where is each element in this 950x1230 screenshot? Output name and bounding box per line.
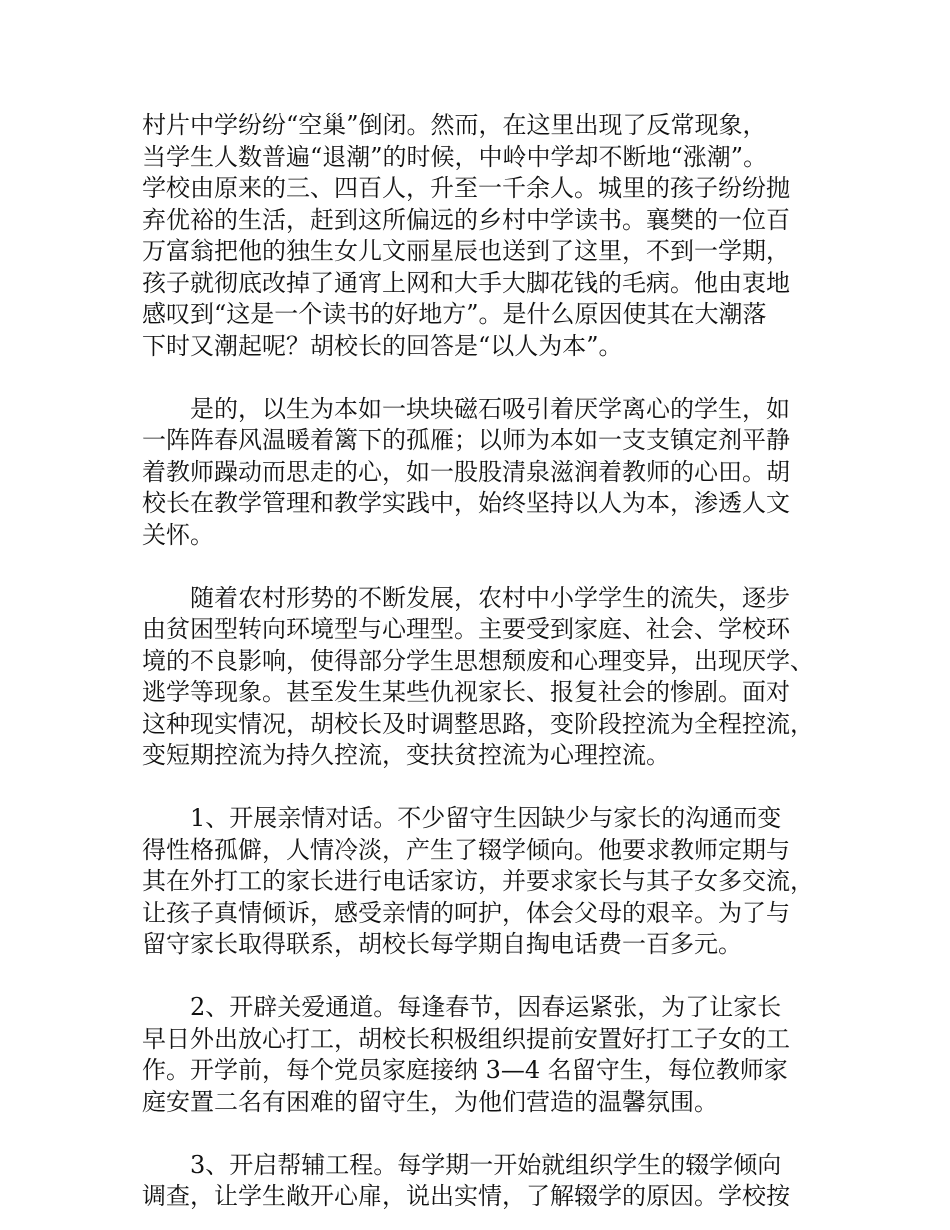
- text-line: 当学生人数普遍“退潮”的时候，中岭中学却不断地“涨潮”。: [142, 142, 768, 171]
- text-line: 感叹到“这是一个读书的好地方”。是什么原因使其在大潮落: [142, 300, 767, 328]
- text-line: 孩子就彻底改掉了通宵上网和大手大脚花钱的毛病。他由衷地: [142, 268, 790, 297]
- text-line: 关怀。: [142, 520, 214, 549]
- text-line: 作。开学前，每个党员家庭接纳 3—4 名留守生，每位教师家: [142, 1056, 788, 1084]
- text-line: 逃学等现象。甚至发生某些仇视家长、报复社会的惨剧。面对: [142, 678, 790, 706]
- text-line: 3、开启帮辅工程。每学期一开始就组织学生的辍学倾向: [190, 1150, 782, 1179]
- paragraph-5: [142, 992, 822, 1118]
- text-line: 村片中学纷纷“空巢”倒闭。然而，在这里出现了反常现象，: [142, 111, 767, 139]
- document-body: [142, 110, 822, 1213]
- text-line: 校长在教学管理和教学实践中，始终坚持以人为本，渗透人文: [142, 489, 790, 517]
- paragraph-2: [142, 394, 822, 552]
- text-line: 留守家长取得联系，胡校长每学期自掏电话费一百多元。: [142, 930, 742, 958]
- text-line: 其在外打工的家长进行电话家访，并要求家长与其子女多交流，: [142, 867, 814, 895]
- text-line: 变短期控流为持久控流，变扶贫控流为心理控流。: [142, 741, 670, 769]
- paragraph-gap: [142, 362, 822, 394]
- paragraph-gap: [142, 961, 822, 993]
- text-line: 万富翁把他的独生女儿文丽星辰也送到了这里，不到一学期，: [142, 237, 790, 265]
- paragraph-6: [142, 1150, 822, 1213]
- paragraph-gap: [142, 772, 822, 804]
- text-line: 随着农村形势的不断发展，农村中小学学生的流失，逐步: [190, 583, 790, 612]
- text-line: 调查，让学生敞开心扉，说出实情，了解辍学的原因。学校按: [142, 1182, 790, 1210]
- text-line: 境的不良影响，使得部分学生思想颓废和心理变异，出现厌学、: [142, 646, 814, 675]
- text-line: 早日外出放心打工，胡校长积极组织提前安置好打工子女的工: [142, 1024, 790, 1053]
- text-line: 1、开展亲情对话。不少留守生因缺少与家长的沟通而变: [190, 804, 782, 832]
- text-line: 弃优裕的生活，赶到这所偏远的乡村中学读书。襄樊的一位百: [142, 205, 790, 234]
- text-line: 学校由原来的三、四百人，升至一千余人。城里的孩子纷纷抛: [142, 174, 790, 202]
- text-line: 一阵阵春风温暖着篱下的孤雁；以师为本如一支支镇定剂平静: [142, 426, 790, 454]
- text-line: 着教师躁动而思走的心，如一股股清泉滋润着教师的心田。胡: [142, 457, 790, 486]
- text-line: 庭安置二名有困难的留守生，为他们营造的温馨氛围。: [142, 1087, 718, 1116]
- text-line: 下时又潮起呢？胡校长的回答是“以人为本”。: [142, 331, 623, 360]
- paragraph-gap: [142, 551, 822, 583]
- paragraph-3: [142, 583, 822, 772]
- paragraph-4: [142, 803, 822, 961]
- text-line: 2、开辟关爱通道。每逢春节，因春运紧张，为了让家长: [190, 993, 782, 1021]
- text-line: 是的，以生为本如一块块磁石吸引着厌学离心的学生，如: [190, 394, 790, 423]
- text-line: 得性格孤僻，人情冷淡，产生了辍学倾向。他要求教师定期与: [142, 835, 790, 864]
- text-line: 由贫困型转向环境型与心理型。主要受到家庭、社会、学校环: [142, 615, 790, 643]
- text-line: 让孩子真情倾诉，感受亲情的呵护，体会父母的艰辛。为了与: [142, 898, 790, 927]
- paragraph-1: [142, 110, 822, 362]
- text-line: 这种现实情况，胡校长及时调整思路，变阶段控流为全程控流，: [142, 709, 814, 738]
- paragraph-gap: [142, 1118, 822, 1150]
